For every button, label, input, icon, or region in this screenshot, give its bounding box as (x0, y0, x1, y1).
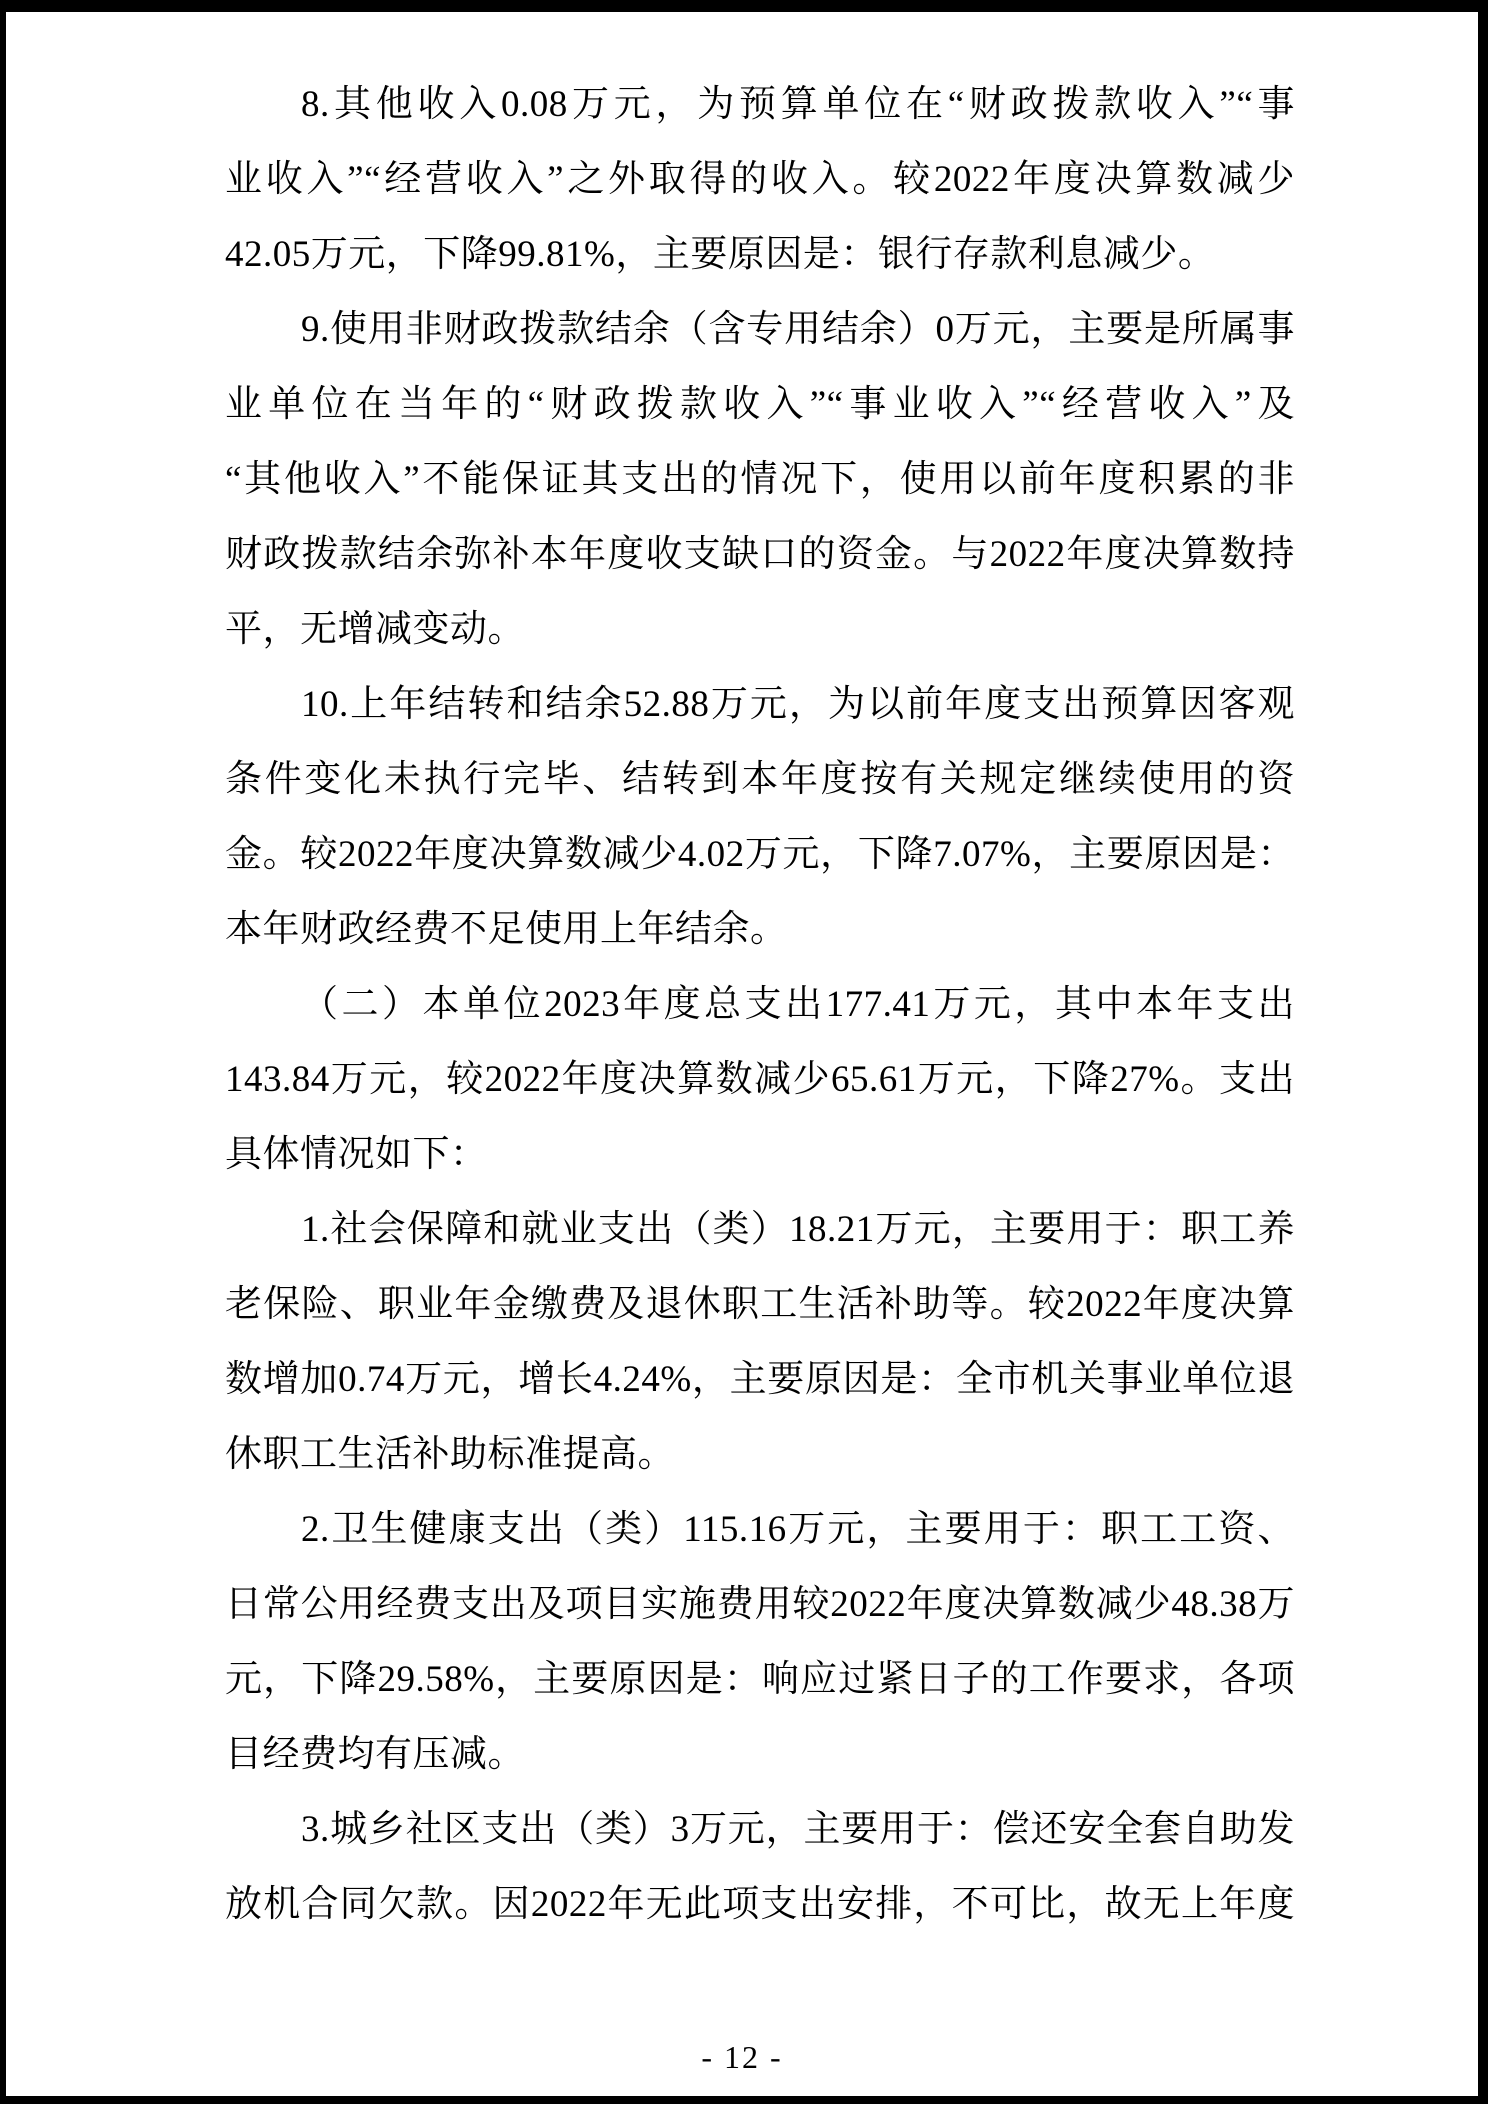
page-number: - 12 - (701, 2039, 783, 2075)
text-line: 1.社会保障和就业支出（类）18.21万元，主要用于：职工养 (301, 1209, 1295, 1250)
text-line: 财政拨款结余弥补本年度收支缺口的资金。与2022年度决算数持 (225, 534, 1295, 575)
text-line: 具体情况如下： (225, 1134, 488, 1175)
text-line: 数增加0.74万元，增长4.24%，主要原因是：全市机关事业单位退 (225, 1359, 1295, 1400)
text-line: 目经费均有压减。 (225, 1734, 525, 1775)
document-page (6, 12, 1478, 2096)
text-line: 业收入”“经营收入”之外取得的收入。较2022年度决算数减少 (225, 159, 1295, 200)
text-line: 42.05万元，下降99.81%，主要原因是：银行存款利息减少。 (225, 234, 1216, 275)
text-line: 元，下降29.58%，主要原因是：响应过紧日子的工作要求，各项 (225, 1659, 1295, 1700)
text-line: 休职工生活补助标准提高。 (225, 1434, 675, 1475)
text-line: 条件变化未执行完毕、结转到本年度按有关规定继续使用的资 (225, 759, 1295, 800)
text-line: 本年财政经费不足使用上年结余。 (225, 909, 788, 950)
text-line: 10.上年结转和结余52.88万元，为以前年度支出预算因客观 (301, 684, 1295, 725)
text-line: 9.使用非财政拨款结余（含专用结余）0万元，主要是所属事 (301, 309, 1295, 350)
text-line: 业单位在当年的“财政拨款收入”“事业收入”“经营收入”及 (225, 384, 1295, 425)
body-text (225, 67, 1295, 1942)
text-line: 2.卫生健康支出（类）115.16万元，主要用于：职工工资、 (301, 1509, 1295, 1550)
text-line: 3.城乡社区支出（类）3万元，主要用于：偿还安全套自助发 (301, 1809, 1295, 1850)
text-line: 老保险、职业年金缴费及退休职工生活补助等。较2022年度决算 (225, 1284, 1295, 1325)
text-line: 143.84万元，较2022年度决算数减少65.61万元，下降27%。支出 (225, 1059, 1295, 1100)
text-line: 8.其他收入0.08万元，为预算单位在“财政拨款收入”“事 (301, 84, 1295, 125)
text-line: 平，无增减变动。 (225, 609, 525, 650)
text-line: 金。较2022年度决算数减少4.02万元，下降7.07%，主要原因是： (225, 834, 1295, 875)
text-line: 放机合同欠款。因2022年无此项支出安排，不可比，故无上年度 (225, 1884, 1295, 1925)
text-line: “其他收入”不能保证其支出的情况下，使用以前年度积累的非 (225, 459, 1295, 500)
text-line: （二）本单位2023年度总支出177.41万元，其中本年支出 (301, 984, 1295, 1025)
text-line: 日常公用经费支出及项目实施费用较2022年度决算数减少48.38万 (225, 1584, 1295, 1625)
